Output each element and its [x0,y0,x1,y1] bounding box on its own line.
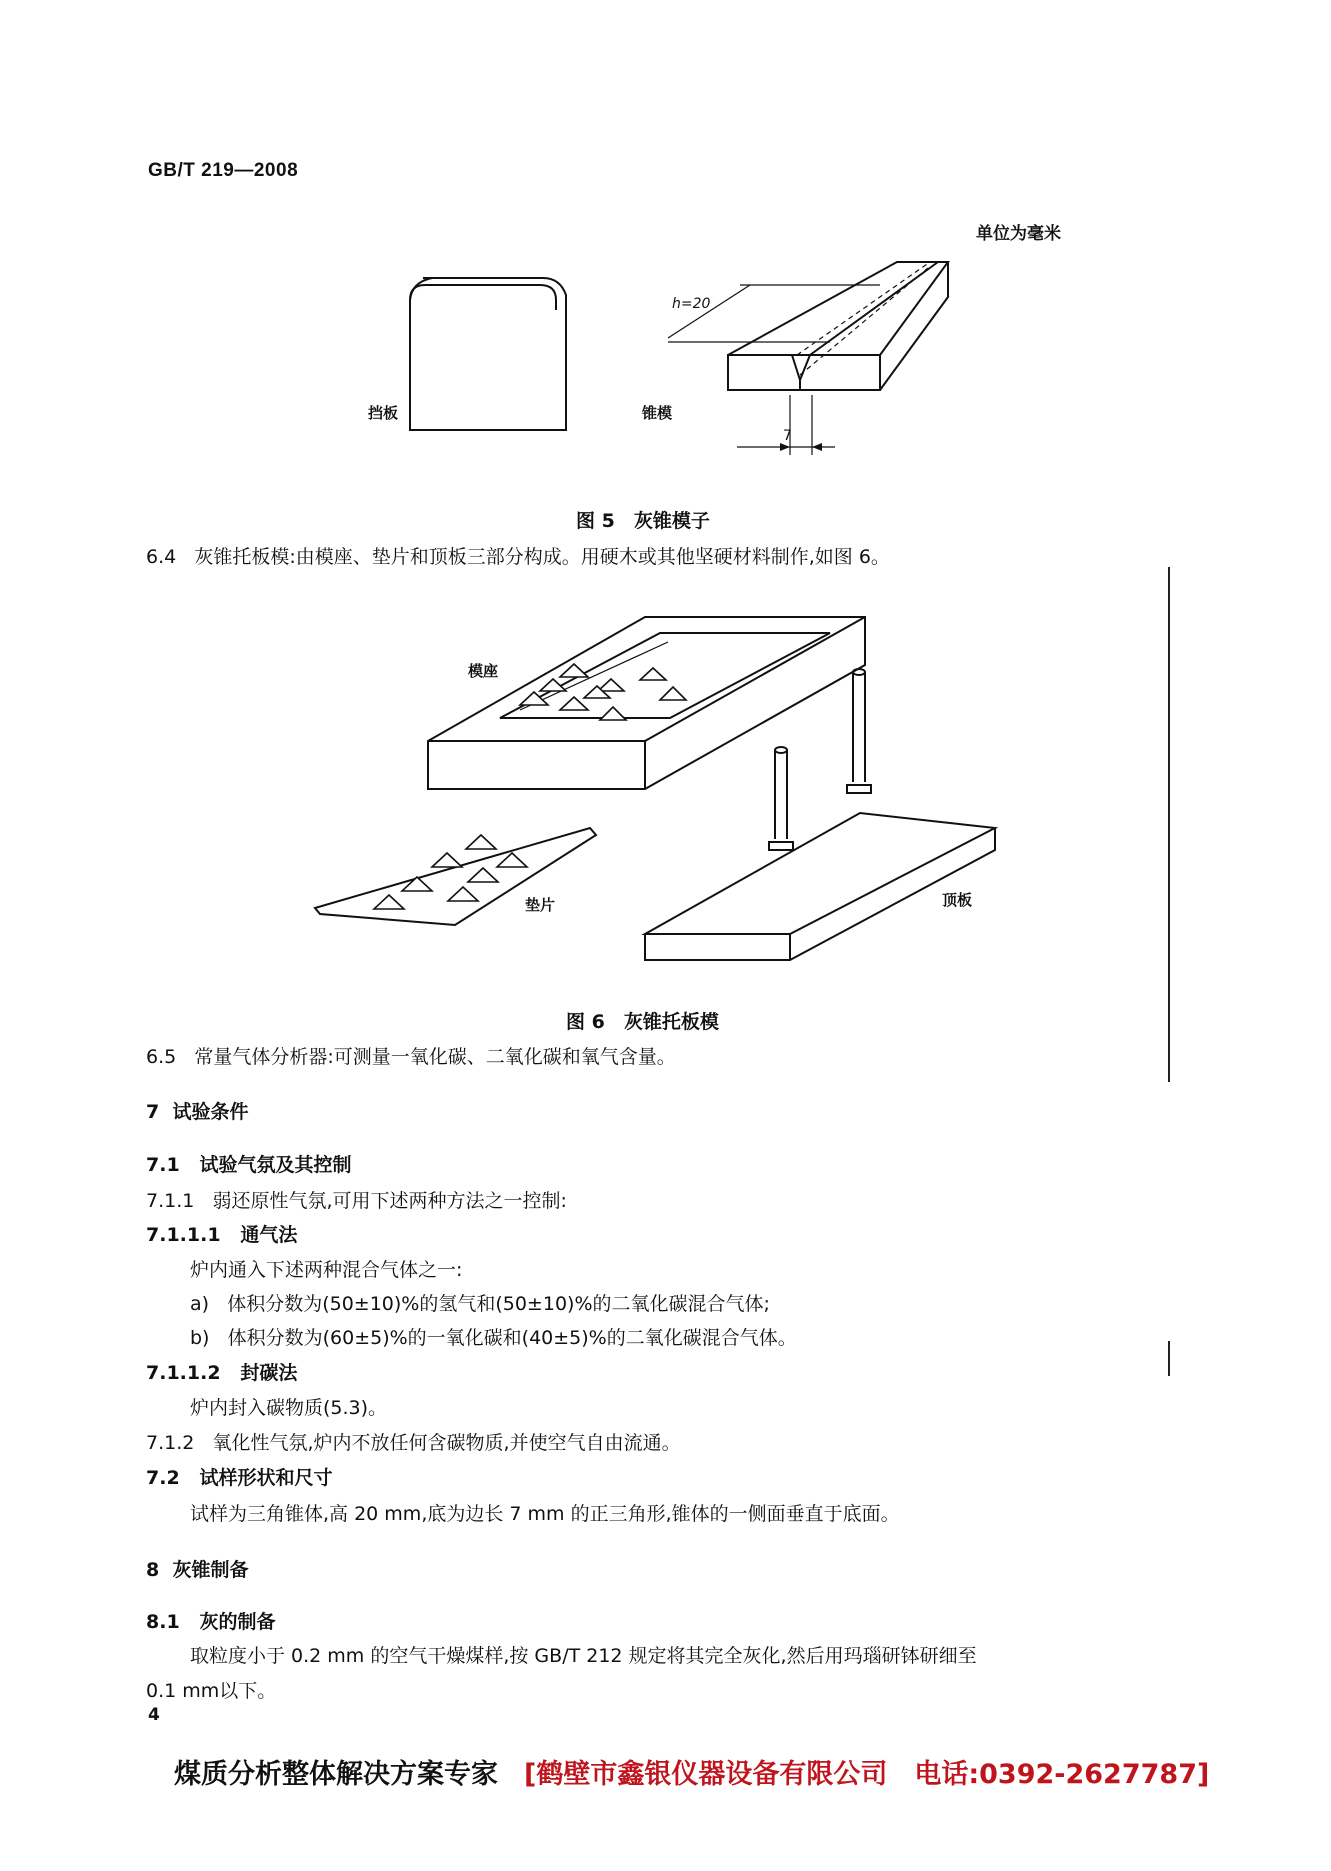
pad-triangles [374,835,527,909]
section-number: 7 [146,1101,160,1123]
top-board [645,669,995,960]
section-number: 8 [146,1559,160,1581]
pad-label: 垫片 [525,896,556,914]
section-7-1-1-1-heading [146,1220,297,1247]
base-label: 模座 [468,662,499,680]
ash-paragraph-line1: 取粒度小于 0.2 mm 的空气干燥煤样,按 GB/T 212 规定将其完全灰化,然后用玛瑙研钵研细至 [190,1645,977,1667]
ash-paragraph-line2: 0.1 mm以下。 [146,1680,277,1702]
section-number: 7.1.1.1 [146,1224,221,1246]
list-marker: a) [190,1293,210,1315]
section-title: 通气法 [240,1224,298,1246]
baffle-label: 挡板 [368,404,399,422]
section-text: 弱还原性气氛,可用下述两种方法之一控制: [212,1190,567,1212]
baffle-plate [410,285,556,315]
unit-note: 单位为毫米 [976,224,1061,244]
carbon-paragraph: 炉内封入碳物质(5.3)。 [190,1397,388,1419]
list-marker: b) [190,1327,210,1349]
section-number: 7.1.1.2 [146,1362,221,1384]
section-7-1-2 [146,1428,681,1455]
section-title: 试验条件 [172,1101,249,1123]
page-number: 4 [148,1705,160,1725]
section-number: 7.1.1 [146,1190,195,1212]
margin-change-bar [1168,1341,1170,1376]
cone-mold-label: 锥模 [642,404,673,422]
footer [174,1752,1209,1791]
section-7-2-heading [146,1463,333,1490]
list-item-a [190,1289,770,1316]
list-item-b [190,1323,797,1350]
section-7-heading [146,1097,248,1124]
figure5-caption: 图 5 灰锥模子 [576,510,710,532]
section-8-1-heading [146,1607,276,1634]
section-number: 7.1.2 [146,1432,195,1454]
section-title: 灰的制备 [199,1611,276,1633]
section-number: 7.1 [146,1154,180,1176]
top-board-label: 顶板 [942,891,973,909]
figure5-drawing [0,0,1331,520]
figure6-drawing [0,560,1331,990]
section-title: 试样形状和尺寸 [199,1467,333,1489]
width-dimension: 7 [783,428,792,444]
section-text: 灰锥托板模:由模座、垫片和顶板三部分构成。用硬木或其他坚硬材料制作,如图 6。 [194,546,890,568]
cone-mold [728,262,948,390]
section-7-1-1 [146,1186,567,1213]
section-number: 6.4 [146,546,177,568]
section-title: 试验气氛及其控制 [199,1154,352,1176]
sample-paragraph: 试样为三角锥体,高 20 mm,底为边长 7 mm 的正三角形,锥体的一侧面垂直于底面。 [190,1503,900,1525]
section-text: 氧化性气氛,炉内不放任何含碳物质,并使空气自由流通。 [212,1432,681,1454]
footer-company: [鹤壁市鑫银仪器设备有限公司 电话:0392-2627787] [524,1759,1210,1790]
section-7-1-heading [146,1150,352,1177]
footer-slogan: 煤质分析整体解决方案专家 [174,1759,498,1790]
section-title: 封碳法 [240,1362,298,1384]
section-title: 灰锥制备 [172,1559,249,1581]
section-7-1-1-2-heading [146,1358,297,1385]
section-number: 7.2 [146,1467,180,1489]
margin-change-bar [1168,567,1170,1082]
mold-base [428,617,865,789]
section-number: 6.5 [146,1046,177,1068]
document-id: GB/T 219—2008 [148,160,299,181]
section-8-heading [146,1555,248,1582]
gas-intro-paragraph: 炉内通入下述两种混合气体之一: [190,1259,463,1281]
list-text: 体积分数为(50±10)%的氢气和(50±10)%的二氧化碳混合气体; [227,1293,770,1315]
section-text: 常量气体分析器:可测量一氧化碳、二氧化碳和氧气含量。 [194,1046,676,1068]
list-text: 体积分数为(60±5)%的一氧化碳和(40±5)%的二氧化碳混合气体。 [227,1327,797,1349]
figure6-caption: 图 6 灰锥托板模 [566,1011,719,1033]
section-number: 8.1 [146,1611,180,1633]
section-6-5 [146,1042,676,1069]
height-dimension: h=20 [672,296,711,312]
